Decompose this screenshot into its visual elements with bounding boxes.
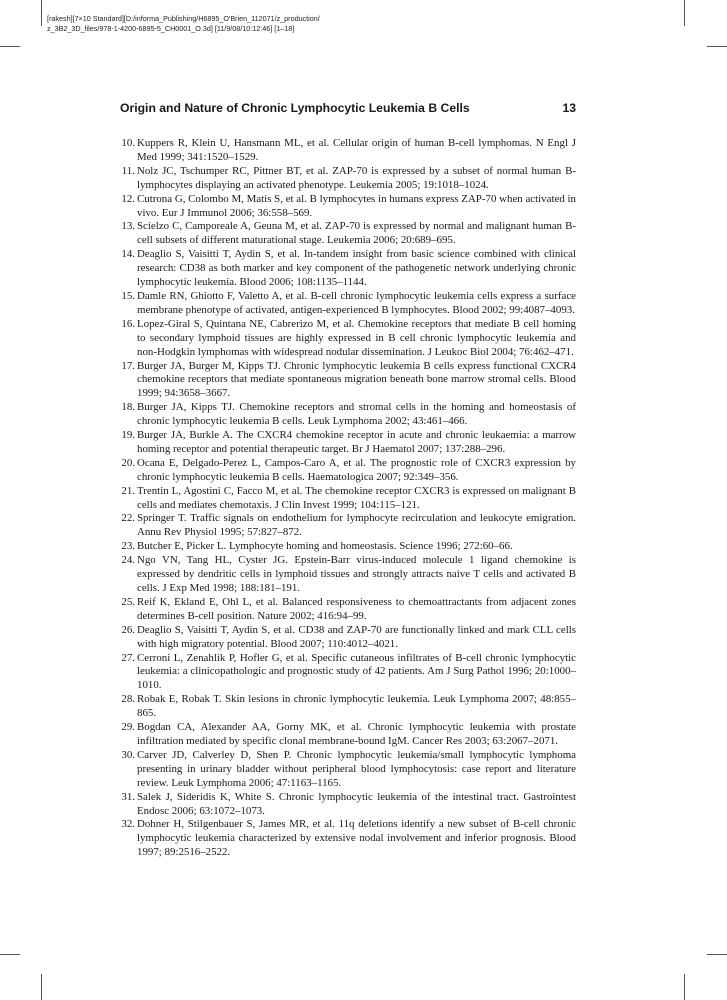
reference-text: Bogdan CA, Alexander AA, Gorny MK, et al. Chronic lymphocytic leukemia with prostate infiltration mediated by specific clonal membrane-bound IgM. Cancer Res 2003; 63:2067–2071. bbox=[137, 721, 576, 747]
reference-text: Lopez-Giral S, Quintana NE, Cabrerizo M, et al. Chemokine receptors that mediate B cell homing to secondary lymphoid tissues are highly expressed in B cell chronic lymphocytic leukemia and non-Hodgkin lymphomas with widespread nodular dissemination. J Leukoc Biol 2004; 76:462–471. bbox=[137, 317, 576, 358]
crop-mark-right-lower bbox=[707, 954, 727, 955]
reference-number: 17 . bbox=[120, 360, 135, 374]
reference-text: Salek J, Sideridis K, White S. Chronic lymphocytic leukemia of the intestinal tract. Gastrointest Endosc 2006; 63:1072–1073. bbox=[137, 790, 576, 817]
reference-item bbox=[120, 137, 576, 165]
crop-mark-left-upper bbox=[0, 46, 20, 47]
reference-item bbox=[120, 290, 576, 318]
reference-text: Cutrona G, Colombo M, Matis S, et al. B lymphocytes in humans express ZAP-70 when activated in vivo. Eur J Immunol 2006; 36:558–569. bbox=[137, 192, 576, 219]
reference-number: 16 . bbox=[120, 318, 135, 332]
reference-text: Kuppers R, Klein U, Hansmann ML, et al. Cellular origin of human B-cell lymphomas. N Engl J Med 1999; 341:1520–1529. bbox=[137, 137, 576, 163]
reference-item bbox=[120, 693, 576, 721]
reference-item bbox=[120, 512, 576, 540]
reference-text: Burger JA, Burger M, Kipps TJ. Chronic lymphocytic leukemia B cells express functional CXCR4 chemokine receptors that mediate spontaneous migration beneath bone marrow stromal cells. Blood 1999; 94:3658–3667. bbox=[137, 359, 576, 400]
reference-item bbox=[120, 193, 576, 221]
reference-number: 15 . bbox=[120, 290, 135, 304]
reference-number: 25 . bbox=[120, 596, 135, 610]
crop-mark-right-upper bbox=[707, 46, 727, 47]
reference-item bbox=[120, 596, 576, 624]
reference-number: 22 . bbox=[120, 512, 135, 526]
reference-number: 32 . bbox=[120, 818, 135, 832]
reference-number: 23 . bbox=[120, 540, 135, 554]
reference-text: Cerroni L, Zenahlik P, Hofler G, et al. Specific cutaneous infiltrates of B-cell chronic lymphocytic leukemia: a clinicopathologic and prognostic study of 42 patients. Am J Surg Pathol 1996; 20:1000–1010. bbox=[137, 651, 576, 692]
reference-item bbox=[120, 248, 576, 290]
production-slug-line-1: [rakesh][7×10 Standard][D:/informa_Publishing/H6895_O'Brien_112071/z_production/ bbox=[47, 14, 320, 23]
reference-number: 31 . bbox=[120, 791, 135, 805]
reference-item bbox=[120, 624, 576, 652]
crop-mark-bottom-right bbox=[684, 974, 685, 1000]
reference-text: Burger JA, Kipps TJ. Chemokine receptors and stromal cells in the homing and homeostasis of chronic lymphocytic leukemia B cells. Leuk Lymphoma 2002; 43:461–466. bbox=[137, 401, 576, 428]
production-slug-line-2: z_3B2_3D_files/978-1-4200-6895-5_CH0001_O.3d] [11/9/08/10:12:46] [1–18] bbox=[47, 23, 295, 33]
reference-text: Ocana E, Delgado-Perez L, Campos-Caro A, et al. The prognostic role of CXCR3 expression by chronic lymphocytic leukemia B cells. Haematologica 2007; 92:349–356. bbox=[137, 456, 576, 483]
reference-text: Butcher E, Picker L. Lymphocyte homing and homeostasis. Science 1996; 272:60–66. bbox=[137, 540, 513, 553]
reference-number: 12 . bbox=[120, 193, 135, 207]
reference-list bbox=[120, 137, 576, 860]
reference-number: 11 . bbox=[120, 165, 135, 179]
crop-mark-top-right bbox=[684, 0, 685, 26]
reference-text: Damle RN, Ghiotto F, Valetto A, et al. B-cell chronic lymphocytic leukemia cells express a surface membrane phenotype of activated, antigen-experienced B lymphocytes. Blood 2002; 99:4087–4093. bbox=[137, 289, 576, 316]
reference-item bbox=[120, 540, 576, 554]
reference-item bbox=[120, 165, 576, 193]
reference-number: 28 . bbox=[120, 693, 135, 707]
reference-item bbox=[120, 429, 576, 457]
reference-item bbox=[120, 554, 576, 596]
reference-text: Robak E, Robak T. Skin lesions in chronic lymphocytic leukemia. Leuk Lymphoma 2007; 48:855–865. bbox=[137, 693, 576, 720]
reference-number: 20 . bbox=[120, 457, 135, 471]
reference-number: 24 . bbox=[120, 554, 135, 568]
reference-text: Nolz JC, Tschumper RC, Pittner BT, et al. ZAP-70 is expressed by a subset of normal human B-lymphocytes displaying an activated phenotype. Leukemia 2005; 19:1018–1024. bbox=[137, 164, 576, 191]
reference-item bbox=[120, 818, 576, 860]
reference-number: 27 . bbox=[120, 652, 135, 666]
reference-text: Carver JD, Calverley D, Shen P. Chronic lymphocytic leukemia/small lymphocytic lymphoma presenting in urinary bladder without peripheral blood lymphocytosis: case report and literature review. Leuk Lymphoma 2006; 47:1163–1165. bbox=[137, 748, 576, 789]
crop-mark-left-lower bbox=[0, 954, 20, 955]
reference-number: 19 . bbox=[120, 429, 135, 443]
reference-item bbox=[120, 791, 576, 819]
reference-item bbox=[120, 721, 576, 749]
reference-item bbox=[120, 318, 576, 360]
crop-mark-bottom-left bbox=[41, 974, 42, 1000]
reference-text: Trentin L, Agostini C, Facco M, et al. The chemokine receptor CXCR3 is expressed on malignant B cells and mediates chemotaxis. J Clin Invest 1999; 104:115–121. bbox=[137, 484, 576, 511]
reference-number: 10 . bbox=[120, 137, 135, 151]
reference-item bbox=[120, 220, 576, 248]
crop-mark-top-left bbox=[41, 0, 42, 26]
reference-number: 18 . bbox=[120, 401, 135, 415]
reference-text: Dohner H, Stilgenbauer S, James MR, et al. 11q deletions identify a new subset of B-cell chronic lymphocytic leukemia characterized by extensive nodal involvement and inferior prognosis. Blood 1997; 89:2516–2522. bbox=[137, 818, 576, 859]
reference-text: Springer T. Traffic signals on endothelium for lymphocyte recirculation and leukocyte emigration. Annu Rev Physiol 1995; 57:827–872. bbox=[137, 512, 576, 539]
chapter-title: Origin and Nature of Chronic Lymphocytic Leukemia B Cells bbox=[120, 101, 470, 115]
reference-text: Reif K, Ekland E, Ohl L, et al. Balanced responsiveness to chemoattractants from adjacent zones determines B-cell position. Nature 2002; 416:94–99. bbox=[137, 595, 576, 622]
reference-number: 29 . bbox=[120, 721, 135, 735]
reference-item bbox=[120, 485, 576, 513]
reference-number: 30 . bbox=[120, 749, 135, 763]
reference-number: 26 . bbox=[120, 624, 135, 638]
reference-item bbox=[120, 360, 576, 402]
reference-item bbox=[120, 457, 576, 485]
reference-text: Burger JA, Burkle A. The CXCR4 chemokine receptor in acute and chronic leukaemia: a marrow homing receptor and potential therapeutic target. Br J Haematol 2007; 137:288–296. bbox=[137, 429, 576, 455]
reference-number: 21 . bbox=[120, 485, 135, 499]
reference-item bbox=[120, 749, 576, 791]
reference-number: 13 . bbox=[120, 220, 135, 234]
reference-number: 14 . bbox=[120, 248, 135, 262]
reference-text: Scielzo C, Camporeale A, Geuna M, et al. ZAP-70 is expressed by normal and malignant human B-cell subsets of different maturational stage. Leukemia 2006; 20:689–695. bbox=[137, 220, 576, 247]
reference-text: Ngo VN, Tang HL, Cyster JG. Epstein-Barr virus-induced molecule 1 ligand chemokine is expressed by dendritic cells in lymphoid tissues and strongly attracts naive T cells and activated B cells. J Exp Med 1998; 188:181–191. bbox=[137, 554, 576, 594]
reference-item bbox=[120, 652, 576, 694]
reference-text: Deaglio S, Vaisitti T, Aydin S, et al. In-tandem insight from basic science combined with clinical research: CD38 as both marker and key component of the pathogenetic network underlying chronic lymphocytic leukemia. Blood 2006; 108:1135–1144. bbox=[137, 248, 576, 289]
reference-text: Deaglio S, Vaisitti T, Aydin S, et al. CD38 and ZAP-70 are functionally linked and mark CLL cells with high migratory potential. Blood 2007; 110:4012–4021. bbox=[137, 623, 576, 650]
reference-item bbox=[120, 401, 576, 429]
page-number: 13 bbox=[562, 101, 576, 115]
production-slug bbox=[47, 14, 320, 33]
